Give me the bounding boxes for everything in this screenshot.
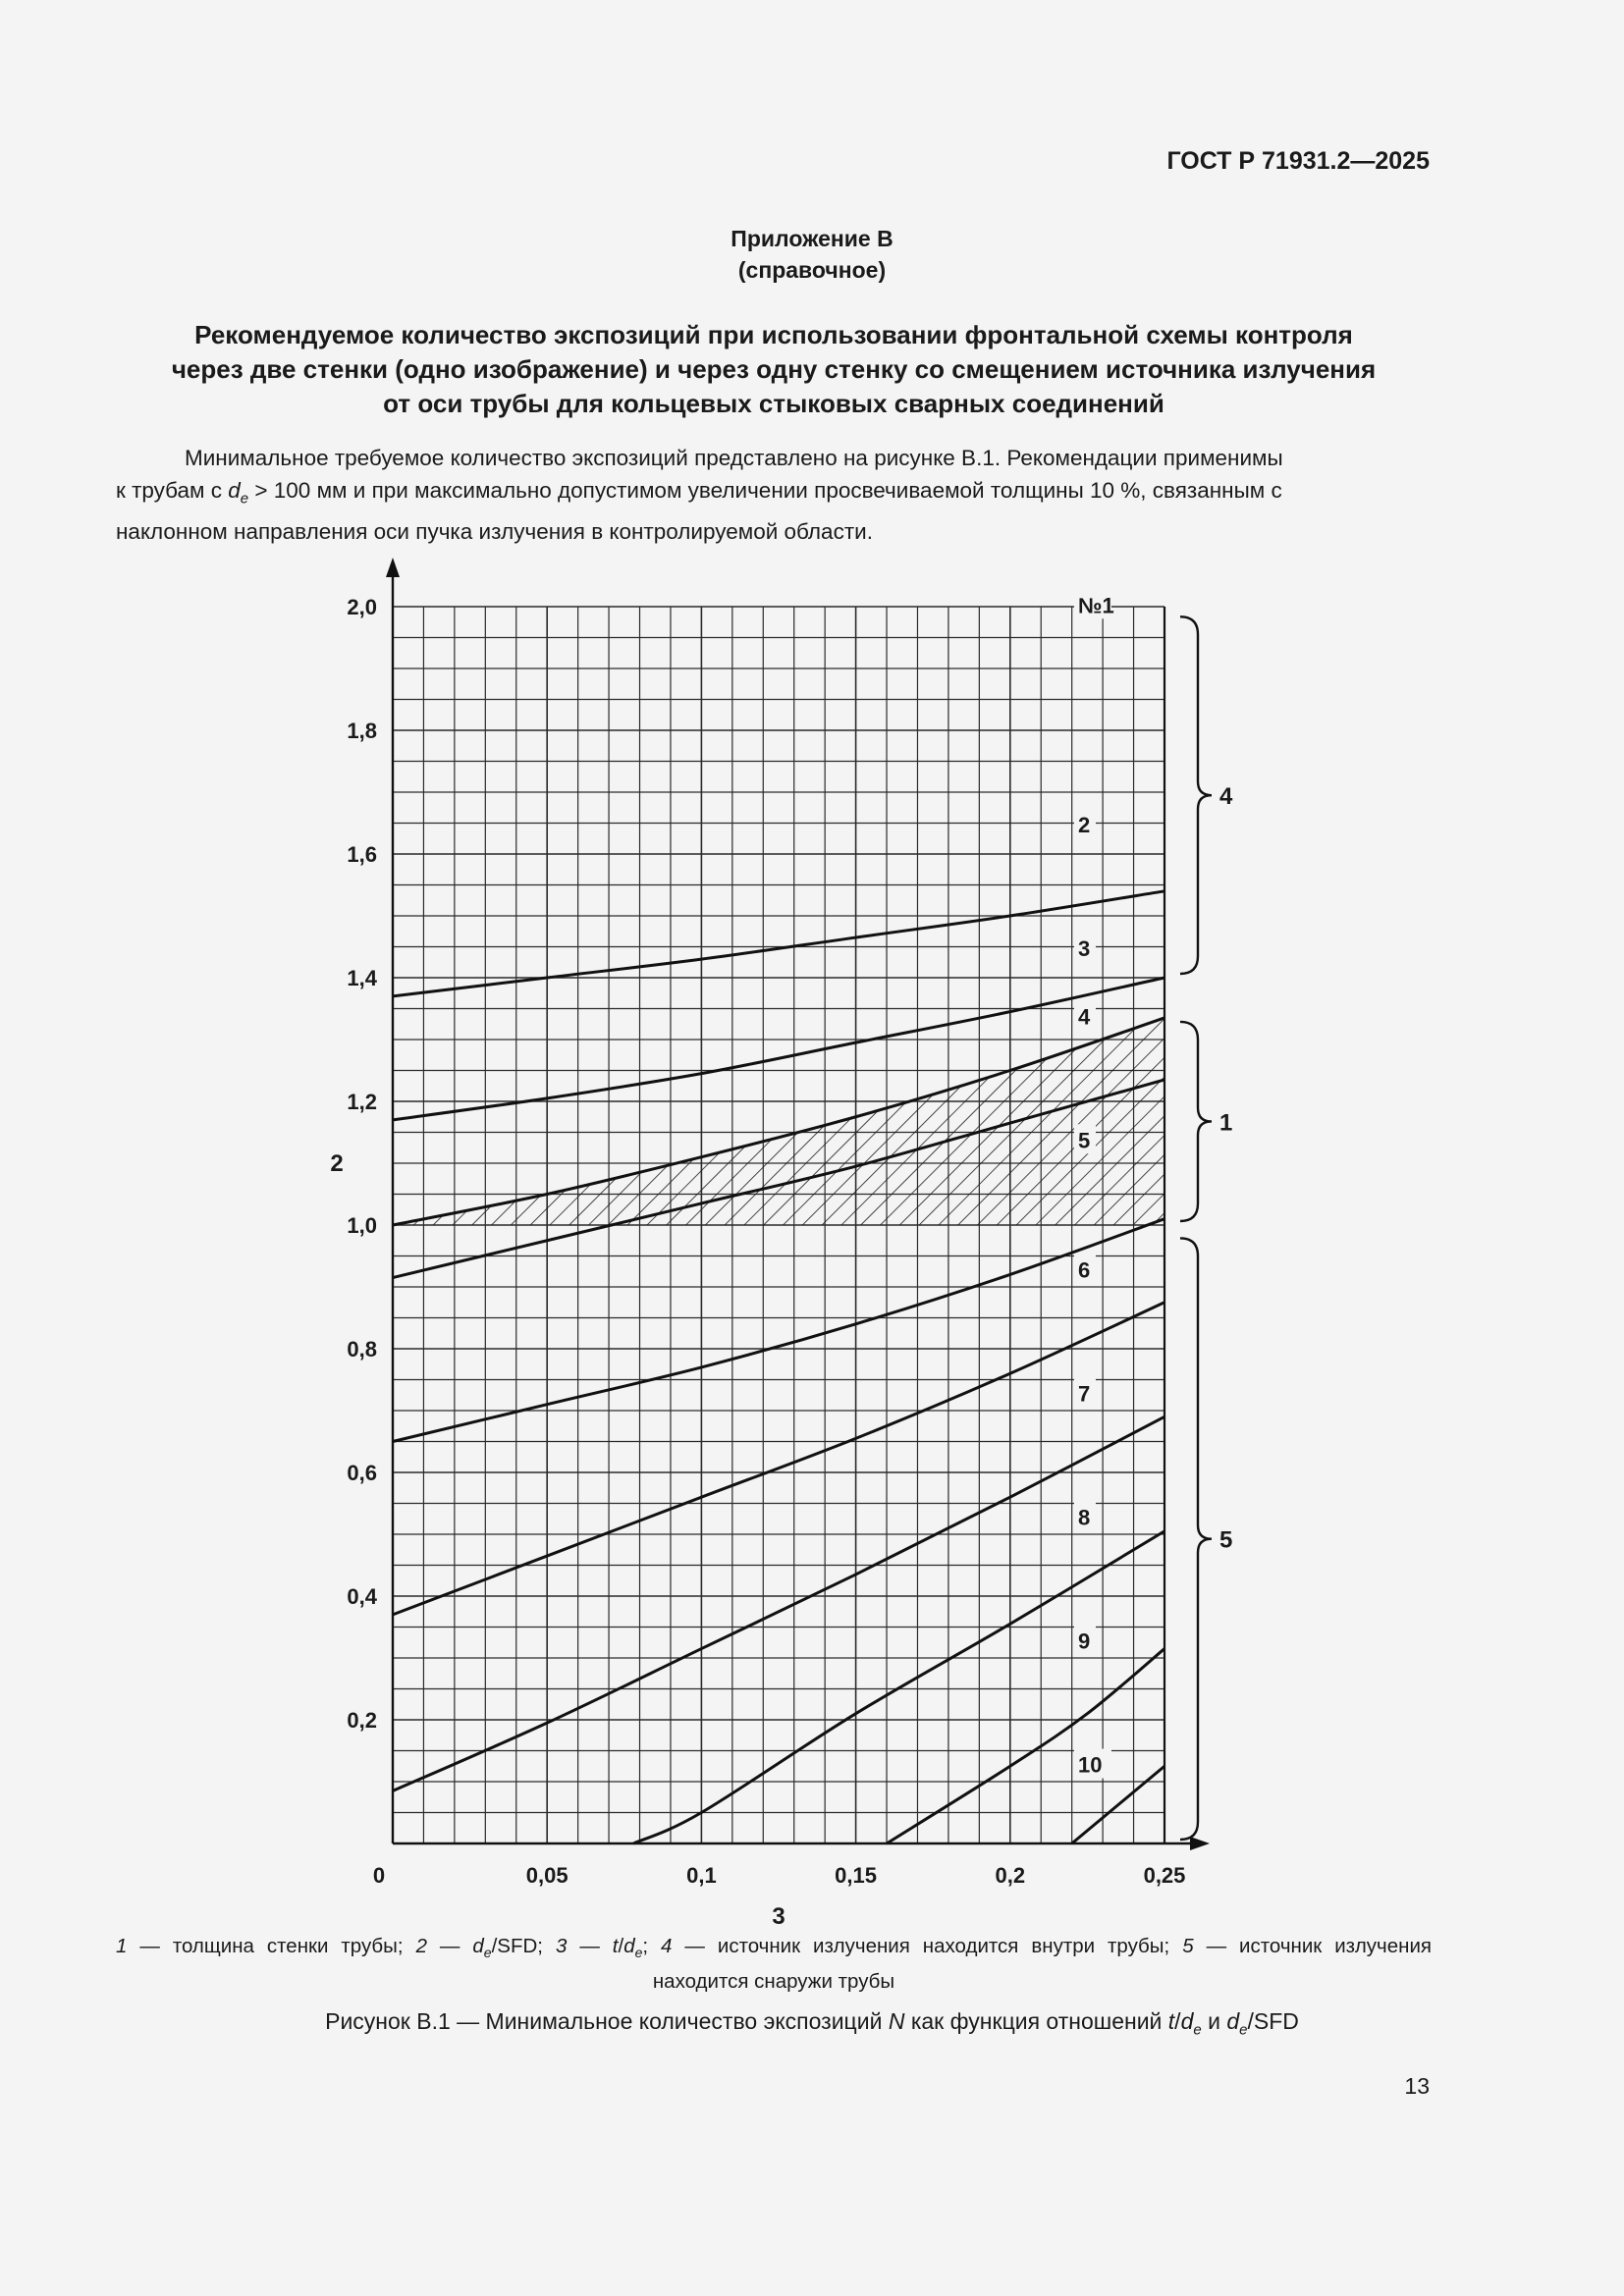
- legend-var: d: [472, 1935, 484, 1957]
- caption-text: Рисунок В.1 — Минимальное количество экспозиций: [325, 2008, 889, 2034]
- y-tick-label: 2,0: [347, 595, 377, 619]
- section-title-line: через две стенки (одно изображение) и через одну стенку со смещением источника излучения: [171, 354, 1377, 384]
- curve-label: №1: [1077, 593, 1114, 618]
- x-tick-label: 0,05: [525, 1863, 568, 1888]
- curve-label: 2: [1077, 812, 1091, 837]
- intro-line: наклонном направления оси пучка излучения в контролируемой области.: [116, 518, 873, 544]
- legend-key: 5: [1182, 1935, 1194, 1957]
- section-title-line: Рекомендуемое количество экспозиций при использовании фронтальной схемы контроля: [194, 320, 1353, 349]
- legend-text: ;: [642, 1935, 662, 1957]
- legend-text: —: [426, 1935, 473, 1957]
- y-tick-label: 1,0: [347, 1213, 377, 1238]
- series-curve-10: [887, 1649, 1164, 1843]
- caption-text: как функция отношений: [904, 2008, 1168, 2034]
- legend-key: 4: [661, 1935, 673, 1957]
- legend-var: t: [612, 1935, 619, 1957]
- series-curve-6: [393, 1219, 1164, 1442]
- y-tick-label: 1,4: [347, 966, 377, 990]
- series-curve-2: [393, 891, 1164, 996]
- bracket-label: 1: [1219, 1109, 1233, 1137]
- y-tick-label: 0,6: [347, 1461, 377, 1485]
- intro-line: Минимальное требуемое количество экспозиций представлено на рисунке В.1. Рекомендации применимы: [185, 446, 1283, 470]
- bracket-label: 4: [1219, 783, 1233, 811]
- document-code: ГОСТ Р 71931.2—2025: [1166, 147, 1430, 175]
- legend-text: — источник излучения: [1193, 1935, 1432, 1957]
- caption-var: d: [1180, 2008, 1194, 2034]
- figure-caption: [0, 2008, 1624, 2039]
- y-tick-label: 1,6: [347, 842, 377, 867]
- legend-key: 2: [415, 1935, 427, 1957]
- legend-sub: e: [483, 1945, 492, 1961]
- annex-title: Приложение В: [731, 226, 893, 251]
- caption-text: /SFD: [1247, 2008, 1299, 2034]
- curve-label: 3: [1077, 935, 1091, 961]
- series-curve-9: [633, 1531, 1164, 1843]
- y-axis-arrow: [386, 558, 400, 577]
- x-tick-label: 0,15: [835, 1863, 878, 1888]
- bracket-5: [1180, 1238, 1212, 1840]
- intro-text: > 100 мм и при максимально допустимом увеличении просвечиваемой толщины 10 %, связанным с: [248, 478, 1282, 503]
- intro-text: к трубам с: [116, 478, 229, 503]
- legend-text: —: [567, 1935, 613, 1957]
- x-tick-label: 0,1: [686, 1863, 717, 1888]
- intro-var: d: [228, 478, 241, 503]
- caption-var: t: [1167, 2008, 1175, 2034]
- section-title-line: от оси трубы для кольцевых стыковых сварных соединений: [383, 389, 1164, 418]
- bracket-1: [1180, 1022, 1212, 1221]
- legend-var: d: [623, 1935, 635, 1957]
- y-tick-label: 0,4: [347, 1584, 377, 1609]
- y-tick-label: 1,2: [347, 1090, 377, 1114]
- exposure-chart: [0, 550, 1624, 1924]
- annex-subtitle: (справочное): [737, 257, 887, 283]
- caption-text: /: [1174, 2008, 1181, 2034]
- caption-sub: e: [1239, 2021, 1248, 2039]
- section-title: [116, 318, 1432, 421]
- curve-label: 10: [1077, 1752, 1103, 1778]
- x-axis-label: 3: [772, 1903, 785, 1924]
- legend-sub: e: [634, 1945, 643, 1961]
- x-tick-label: 0: [372, 1863, 386, 1888]
- legend-text: — источник излучения находится внутри трубы;: [672, 1935, 1183, 1957]
- y-axis-label: 2: [330, 1150, 344, 1177]
- intro-paragraph: [116, 442, 1432, 548]
- legend-text: /: [618, 1935, 624, 1957]
- x-tick-label: 0,25: [1143, 1863, 1186, 1888]
- legend-key: 1: [116, 1935, 128, 1957]
- x-tick-label: 0,2: [995, 1863, 1026, 1888]
- y-tick-label: 0,2: [347, 1708, 377, 1733]
- curve-label: 6: [1077, 1257, 1091, 1283]
- bracket-label: 5: [1219, 1526, 1233, 1554]
- caption-sub: e: [1193, 2021, 1202, 2039]
- intro-sub: e: [240, 490, 249, 507]
- legend-text: /SFD;: [491, 1935, 556, 1957]
- legend-text: — толщина стенки трубы;: [127, 1935, 416, 1957]
- y-tick-label: 0,8: [347, 1337, 377, 1362]
- curve-label: 8: [1077, 1505, 1091, 1530]
- page-number: 13: [1404, 2073, 1430, 2099]
- intro-line: [116, 474, 1432, 515]
- legend-key: 3: [555, 1935, 568, 1957]
- chart-brackets: [1180, 616, 1233, 1840]
- caption-var: N: [888, 2008, 905, 2034]
- curve-label: 4: [1077, 1004, 1091, 1030]
- bracket-4: [1180, 616, 1212, 974]
- chart-series: [393, 891, 1164, 1843]
- figure-legend: [116, 1932, 1432, 1996]
- caption-var: d: [1226, 2008, 1240, 2034]
- caption-text: и: [1201, 2008, 1227, 2034]
- curve-label: 7: [1077, 1381, 1091, 1407]
- curve-label: 5: [1077, 1128, 1091, 1153]
- x-axis-arrow: [1190, 1837, 1210, 1850]
- legend-line: находится снаружи трубы: [652, 1970, 895, 1994]
- y-tick-label: 1,8: [347, 719, 377, 743]
- curve-label: 9: [1077, 1629, 1091, 1654]
- legend-line: [116, 1932, 1432, 1967]
